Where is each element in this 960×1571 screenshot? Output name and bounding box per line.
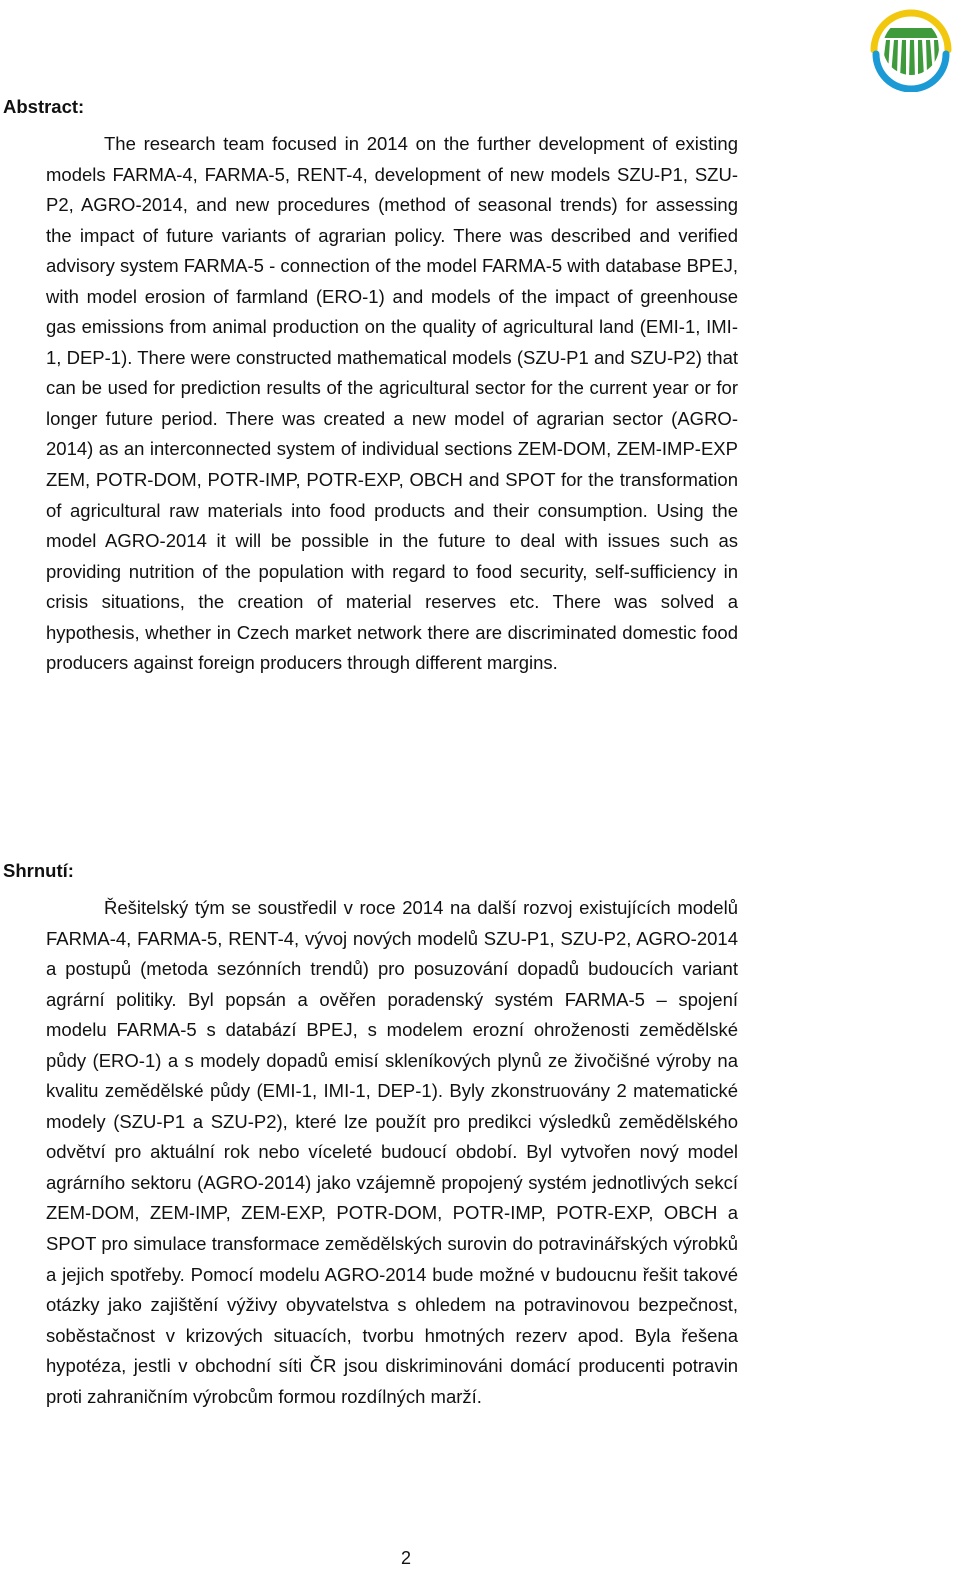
shrnuti-heading: Shrnutí: (3, 860, 74, 881)
logo-field (881, 28, 941, 78)
abstract-paragraph: The research team focused in 2014 on the further development of existing models FARMA-4, FARMA-5, RENT-4, development of new models SZU-P1, SZU-P2, AGRO-2014, and new procedures (method of seasonal trends) for assessing the impact of future variants of agrarian policy. There was described and verified advisory system FARMA-5 - connection of the model FARMA-5 with database BPEJ, with model erosion of farmland (ERO-1) and models of the impact of greenhouse gas emissions from animal production on the quality of agricultural land (EMI-1, IMI-1, DEP-1). There were constructed mathematical models (SZU-P1 and SZU-P2) that can be used for prediction results of the agricultural sector for the current year or for longer future period. There was created a new model of agrarian sector (AGRO-2014) as an interconnected system of individual sections ZEM-DOM, ZEM-IMP-EXP ZEM, POTR-DOM, POTR-IMP, POTR-EXP, OBCH and SPOT for the transformation of agricultural raw materials into food products and their consumption. Using the model AGRO-2014 it will be possible in the future to deal with issues such as providing nutrition of the population with regard to food security, self-sufficiency in crisis situations, the creation of material reserves etc. There was solved a hypothesis, whether in Czech market network there are discriminated domestic food producers against foreign producers through different margins. (46, 133, 738, 674)
abstract-heading: Abstract: (3, 96, 85, 117)
institute-logo (866, 2, 956, 92)
page-number: 2 (400, 1548, 411, 1568)
shrnuti-paragraph: Řešitelský tým se soustředil v roce 2014 na další rozvoj existujících modelů FARMA-4, FARMA-5, RENT-4, vývoj nových modelů SZU-P1, SZU-P2, AGRO-2014 a postupů (metoda sezónních trendů) pro posuzování dopadů budoucích variant agrární politiky. Byl popsán a ověřen poradenský systém FARMA-5 – spojení modelu FARMA-5 s databází BPEJ, s modelem erozní ohroženosti zemědělské půdy (ERO-1) a s modely dopadů emisí skleníkových plynů ze živočišné výroby na kvalitu zemědělské půdy (EMI-1, IMI-1, DEP-1). Byly zkonstruovány 2 matematické modely (SZU-P1 a SZU-P2), které lze použít pro predikci výsledků zemědělského odvětví pro aktuální rok nebo víceleté budoucí období. Byl vytvořen nový model agrárního sektoru (AGRO-2014) jako vzájemně propojený systém jednotlivých sekcí ZEM-DOM, ZEM-IMP, ZEM-EXP, POTR-DOM, POTR-IMP, POTR-EXP, OBCH a SPOT pro simulace transformace zemědělských surovin do potravinářských výrobků a jejich spotřeby. Pomocí modelu AGRO-2014 bude možné v budoucnu řešit takové otázky jako zajištění výživy obyvatelstva s ohledem na potravinovou bezpečnost, soběstačnost v krizových situacích, tvorbu hmotných rezerv apod. Byla řešena hypotéza, jestli v obchodní síti ČR jsou diskriminováni domácí producenti potravin proti zahraničním výrobcům formou rozdílných marží. (46, 897, 738, 1407)
institute-logo-icon (866, 2, 956, 92)
